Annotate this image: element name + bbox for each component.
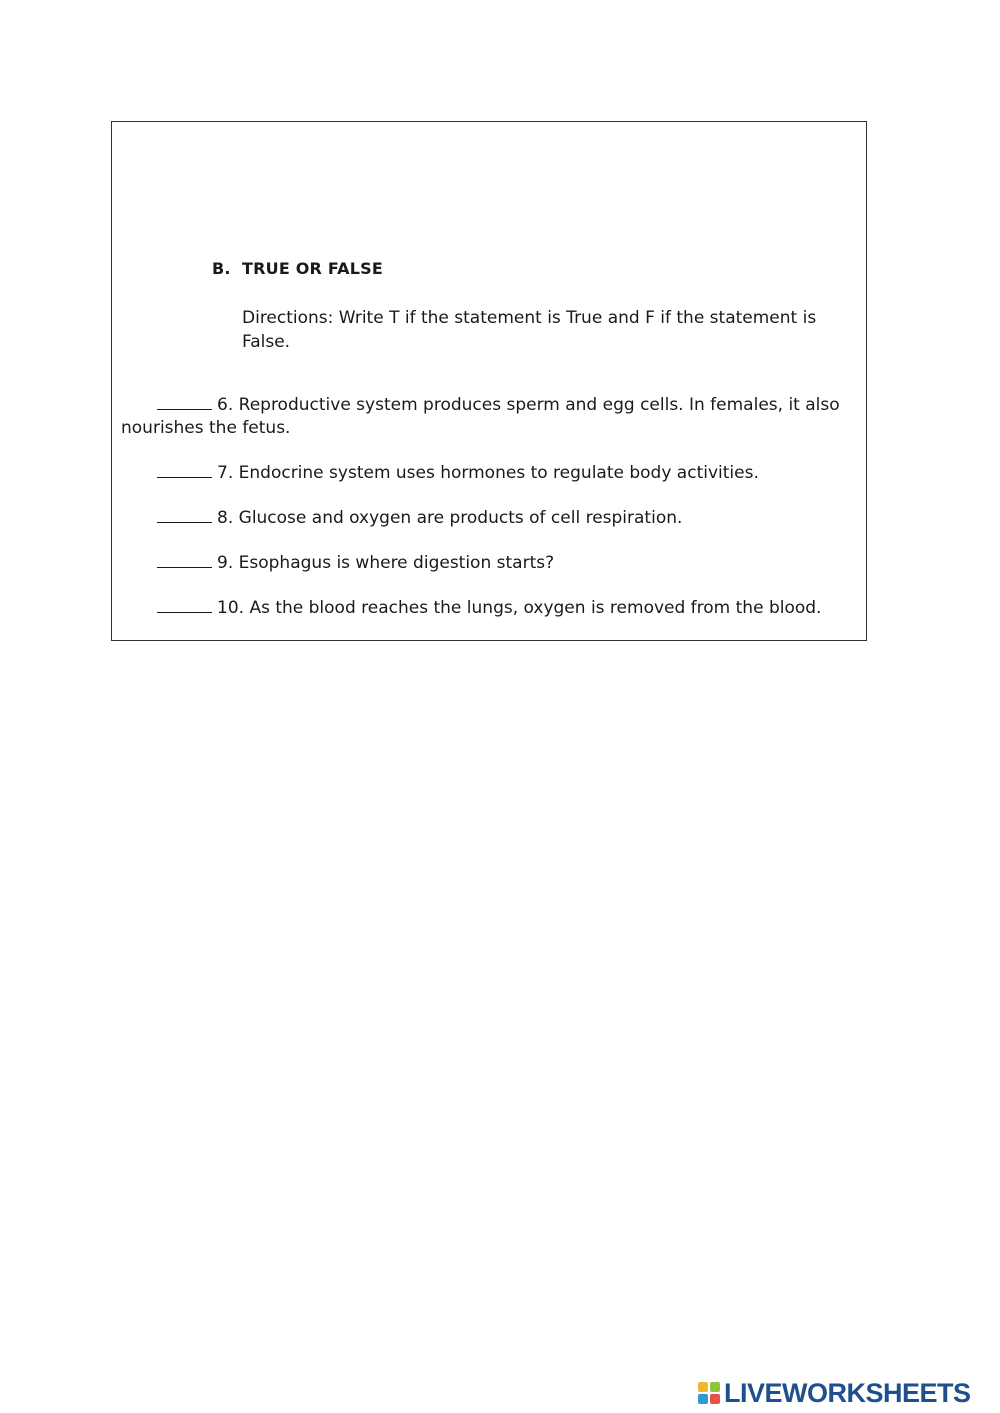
question-text: Endocrine system uses hormones to regulate body activities. (238, 463, 759, 483)
question-number: 8. (217, 508, 234, 528)
question-item (121, 552, 861, 575)
answer-blank[interactable] (157, 394, 212, 410)
section-title: TRUE OR FALSE (242, 259, 383, 278)
question-item (121, 507, 861, 530)
answer-blank[interactable] (157, 597, 212, 613)
question-text: Esophagus is where digestion starts? (238, 553, 555, 573)
directions-text: Directions: Write T if the statement is True and F if the statement is False. (242, 308, 817, 352)
question-number: 6. (217, 395, 234, 415)
worksheet-box (111, 121, 867, 641)
section-heading (212, 259, 383, 278)
logo-mark-cell (698, 1394, 708, 1404)
answer-blank[interactable] (157, 507, 212, 523)
answer-blank[interactable] (157, 462, 212, 478)
liveworksheets-logo-icon (698, 1382, 720, 1404)
logo-mark-cell (698, 1382, 708, 1392)
brand-name: LIVEWORKSHEETS (724, 1377, 971, 1408)
question-list (121, 394, 861, 642)
question-number: 7. (217, 463, 234, 483)
logo-mark-cell (710, 1382, 720, 1392)
question-text: As the blood reaches the lungs, oxygen is removed from the blood. (249, 598, 822, 618)
question-number: 9. (217, 553, 234, 573)
logo-mark-cell (710, 1394, 720, 1404)
question-item (121, 394, 861, 440)
question-text: Reproductive system produces sperm and egg cells. In females, it also nourishes the fetus. (121, 395, 840, 438)
question-text: Glucose and oxygen are products of cell respiration. (238, 508, 683, 528)
section-letter: B. (212, 259, 231, 278)
answer-blank[interactable] (157, 552, 212, 568)
question-number: 10. (217, 598, 245, 618)
question-item (121, 597, 861, 620)
brand-logo[interactable] (698, 1378, 971, 1408)
question-item (121, 462, 861, 485)
